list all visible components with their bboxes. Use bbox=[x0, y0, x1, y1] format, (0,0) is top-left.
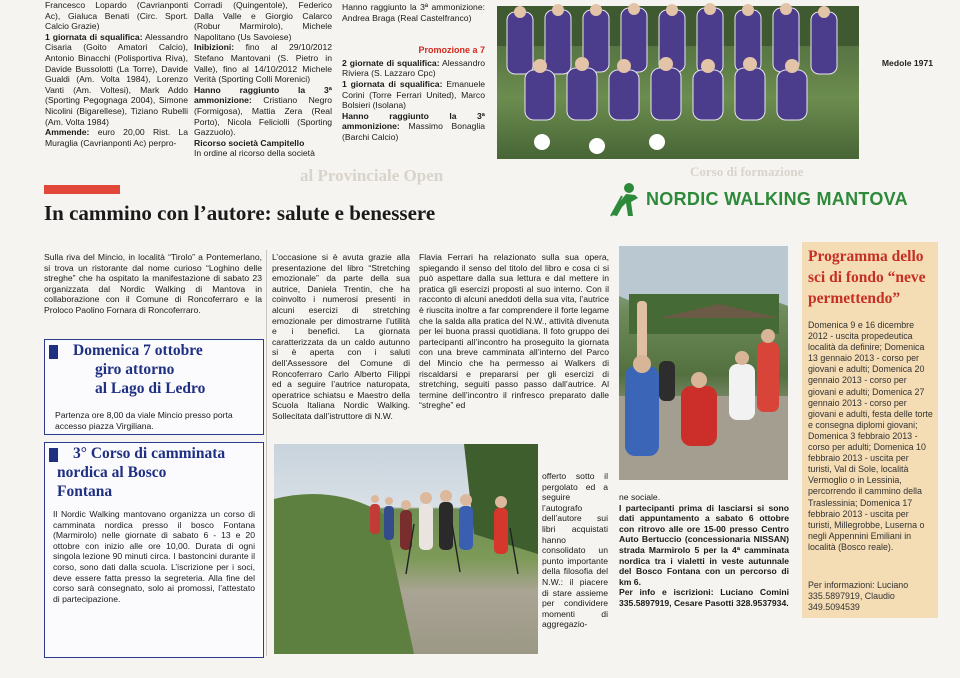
box-marker-2 bbox=[49, 448, 58, 462]
stretching-photo bbox=[619, 246, 788, 480]
article-body-3b: offerto sotto il pergolato ed a seguire l’autografo dell’autore sui libri acquistati hanno consolidato un punto importante della filosofia del N.W.: il piacere di stare assieme per condividere momenti di aggregazio- bbox=[542, 471, 608, 630]
sidebar-title-3: permettendo” bbox=[808, 290, 901, 307]
squalifica-2-label: 2 giornate di squalifica: bbox=[342, 57, 440, 68]
article-body-3: Flavia Ferrari ha relazionato sulla sua opera, spiegando il senso del titolo del libro e cosa ci si può aspettare dalla sua lettura e dal mettere in pratica gli esercizi proposti al suo interno. Con il racconto di alcuni aneddoti della sua vita, l’autrice è riuscita inoltre a far comprendere il forte legame che la salda alla pratica del N.W., attività divenuta per lei buona prassi quotidiana. Il foto gruppo dei partecipanti all’incontro ha proseguito la giornata con una breve camminata all’interno del Parco del Mincio che ha permesso ai Walkers di riscaldarsi e prepararsi per gli esercizi di stretching, seguiti passo passo dall’autrice. Al termine dell’incontro il rinfresco preparato dalle “streghe” ed bbox=[419, 252, 609, 411]
inibizioni-label: Inibizioni: bbox=[194, 42, 235, 53]
sidebar-title-2: sci di fondo “neve bbox=[808, 269, 926, 286]
article-appointment: I partecipanti prima di lasciarsi si sono dati appuntamento a sabato 6 ottobre con ritrovo alle ore 15-00 presso Centro Auto Bertuccio (concessionaria NISSAN) strada Marmirolo 5 per la 4ª camminata nordica tra i vialetti in veste autunnale del Bosco Fontana con un percorso di km 6. bbox=[619, 502, 789, 587]
ammende-text: euro 20,00 Rist. La Muraglia (Cavrianponti Ac) perpro- bbox=[45, 127, 188, 148]
promozione-heading: Promozione a 7 bbox=[418, 45, 485, 56]
article-column-3-narrow bbox=[542, 471, 608, 630]
squalifica-2-text: Alessandro Riviera (S. Lazzaro Cpc) bbox=[342, 57, 485, 79]
ammonizione-3-body: Massimo Bonaglia (Barchi Calcio) bbox=[342, 121, 486, 142]
column-separator bbox=[266, 250, 267, 656]
logo-text: NORDIC WALKING MANTOVA bbox=[646, 189, 908, 209]
event-box-corso bbox=[44, 442, 264, 658]
sidebar-schedule: Domenica 9 e 16 dicembre 2012 - uscita propedeutica località da definire; Domenica 13 gennaio 2013 - corso per giovani e adulti; Domenica 20 gennaio 2013 - corso per giovani e adulti; Domenica 27 gennaio 2013 - corso per giovani e adulti, festa delle torte e consegna diplomi giovani; Domenica 3 febbraio 2013 - corso per adulti; Domenica 10 febbraio 2013 - uscita per turisti, Val di Sole, località Vermoglio o in Lessinia, percorrendo il cammino della Traslessinia; Domenica 17 febbraio 2013 - uscita per turisti, Millegrobbe, Luserna o negli Appennini Emiliani in località (Bosco reale). bbox=[808, 320, 933, 552]
ammonizione-3-label: Hanno raggiunto la 3ª ammonizione: bbox=[342, 110, 485, 132]
article-column-2 bbox=[272, 252, 410, 422]
article-column-1 bbox=[44, 252, 262, 316]
bleed-through-text-2: Corso di formazione bbox=[690, 164, 804, 179]
stretching-photo-illustration bbox=[619, 246, 788, 480]
ammende-label: Ammende: bbox=[45, 127, 90, 138]
walker-icon bbox=[608, 182, 642, 218]
box1-title-1: Domenica 7 ottobre bbox=[73, 342, 203, 359]
box2-body: Il Nordic Walking mantovano organizza un corso di camminata nordica presso il bosco Fontana (Marmirolo) nelle giornate di sabato 6 - 13 e 20 ottobre con inizio alle ore 10,00. Durata di ogni singola lezione 90 minuti circa. I bastoncini durante il corso, sono dati dalla scuola. L’iscrizione per i soci, deve essere fatta presso la segreteria. Alla fine del corso sarà consegnato, solo ai promossi, l’attestato di partecipazione. bbox=[53, 509, 255, 604]
squalifica-1-text: Emanuele Corini (Torre Ferrari United), Marco Bolsieri (Isolana) bbox=[342, 78, 486, 111]
nordic-walking-logo bbox=[608, 182, 938, 218]
ski-program-sidebar bbox=[802, 242, 938, 618]
box2-title-2: nordica al Bosco bbox=[57, 464, 167, 481]
article-intro: Sulla riva del Mincio, in località “Tirolo” a Pontemerlano, si trova un ristorante dal nome curioso “Loghino delle streghe” che ha ospitato la manifestazione di sabato 23 organizzata dal Nordic Walking di Mantova in collaborazione con il Comune di Roncoferraro e la Proloco Paolino Fornara di Roncoferraro. bbox=[44, 252, 262, 315]
team-photo bbox=[497, 6, 933, 159]
squalifica-1-label: 1 giornata di squalifica: bbox=[342, 78, 443, 89]
article-headline: In cammino con l’autore: salute e benessere bbox=[44, 201, 436, 225]
results-text: Francesco Lopardo (Cavrianponti Ac), Gialuca Benati (Circ. Sport. Calcio Grazie) bbox=[45, 0, 188, 32]
photo-caption: Medole 1971 bbox=[881, 58, 933, 68]
bleed-through-text: al Provinciale Open bbox=[300, 166, 444, 185]
results-column-2 bbox=[194, 0, 332, 159]
inibizioni-text: fino al 29/10/2012 Stefano Mantovani (S. Pietro in Valle), fino al 14/10/2012 Michele Verità (Sporting Colli Morenici) bbox=[194, 42, 332, 85]
box1-title-3: al Lago di Ledro bbox=[95, 380, 206, 397]
team-photo-illustration bbox=[497, 6, 859, 159]
article-closing-start: ne sociale. bbox=[619, 492, 661, 502]
box1-title-2: giro attorno bbox=[95, 361, 175, 378]
box1-body: Partenza ore 8,00 da viale Mincio presso porta accesso piazza Virgiliana. bbox=[55, 410, 233, 431]
article-column-3 bbox=[419, 252, 609, 411]
results-column-3 bbox=[342, 2, 485, 143]
walkers-photo bbox=[274, 444, 538, 654]
ricorso-label: Ricorso società Campitello bbox=[194, 137, 305, 148]
ammonizione-label: Hanno raggiunto la 3ª ammonizione: bbox=[194, 84, 332, 106]
ammonizione-text: Cristiano Negro (Formigosa), Mattia Zera (Real Porto), Nicola Feliciolli (Sporting Gazzuolo). bbox=[194, 95, 332, 138]
box2-title-3: Fontana bbox=[57, 483, 113, 500]
sidebar-title-1: Programma dello bbox=[808, 248, 924, 265]
event-box-ledro bbox=[44, 339, 264, 435]
article-column-4 bbox=[619, 492, 789, 609]
squalifica-text: Alessandro Cisaria (Goito Amatori Calcio), Antonio Binacchi (Polisportiva Riva), Davide Bussolotti (La Torre), Davide Gualdi (Am. Volta 1984), Lorenzo Vanti (Am. Voltesi), Mark Addo (Sporting Pegognaga 2004), Simone Nicolini (Bigarellese), Tiziano Rubelli (Am. Volta 1984) bbox=[45, 31, 188, 127]
section-marker-bar bbox=[44, 185, 120, 194]
article-contact-info: Per info e iscrizioni: Luciano Comini 335.5897919, Cesare Pasotti 328.9537934. bbox=[619, 587, 789, 608]
box2-title-1: 3° Corso di camminata bbox=[73, 445, 226, 462]
squalifica-label: 1 giornata di squalifica: bbox=[45, 31, 143, 42]
article-body-2: L’occasione si è avuta grazie alla presentazione del libro “Stretching emozionale” da parte della sua autrice, Daniela Trentin, che ha coinvolto i numerosi presenti in alcuni esercizi di stretching emozionale per dimostrarne l’utilità e i benefici. La giornata caratterizzata da un caldo autunno si è aperta con i saluti dell’Assessore del Comune di Roncoferraro Carlo Alberto Filippi ed a seguire l’autrice naturopata, operatrice schiatsu e Maestro della Scuola Italiana Nordic Walking. Sollecitata dall’istruttore di N.W. bbox=[272, 252, 410, 421]
results-text-2: Corradi (Quingentole), Federico Dalla Valle e Giorgio Calarco (Robur Marmirolo), Michele Napolitano (Us Savoiese) bbox=[194, 0, 332, 42]
ammonizione-text-3: Hanno raggiunto la 3ª ammonizione: Andrea Braga (Real Castelfranco) bbox=[342, 2, 485, 23]
sidebar-info: Per informazioni: Luciano 335.5897919, Claudio 349.5094539 bbox=[808, 580, 909, 613]
walkers-photo-illustration bbox=[274, 444, 538, 654]
box-marker bbox=[49, 345, 58, 359]
ricorso-text: In ordine al ricorso della società bbox=[194, 148, 315, 159]
results-column-1 bbox=[45, 0, 188, 148]
